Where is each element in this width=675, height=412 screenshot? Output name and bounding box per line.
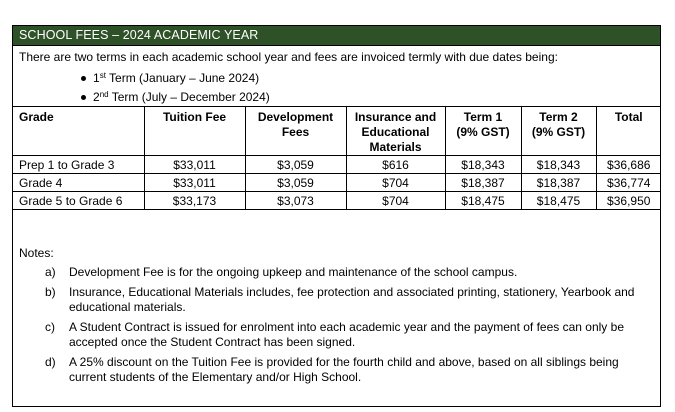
table-header-row <box>13 107 661 156</box>
intro-text: There are two terms in each academic school year and fees are invoiced termly with due dates being: <box>19 50 558 64</box>
grade-cell: Prep 1 to Grade 3 <box>13 156 144 174</box>
header-term-2: Term 2 (9% GST) <box>521 107 596 156</box>
header-term-1: Term 1 (9% GST) <box>445 107 521 156</box>
term-2-bullet <box>93 90 270 104</box>
header-insurance-materials: Insurance and Educational Materials <box>346 107 445 156</box>
header-tuition-fee: Tuition Fee <box>144 107 245 156</box>
tuition-fee-cell: $33,011 <box>144 174 245 192</box>
note-text: Development Fee is for the ongoing upkeep and maintenance of the school campus. <box>69 265 518 279</box>
note-text: A 25% discount on the Tuition Fee is provided for the fourth child and above, based on all siblings being current students of the Elementary and/or High School. <box>69 355 619 384</box>
term-1-number: 1 <box>93 71 100 85</box>
notes-heading: Notes: <box>19 246 54 260</box>
total-cell: $36,950 <box>596 192 661 210</box>
note-text: Insurance, Educational Materials includes, fee protection and associated printing, stationery, Yearbook and educational materials. <box>69 285 635 314</box>
note-label: b) <box>45 285 56 299</box>
total-cell: $36,774 <box>596 174 661 192</box>
term-2-number: 2 <box>93 90 100 104</box>
insurance-cell: $704 <box>346 192 445 210</box>
bullet-icon <box>81 95 86 100</box>
term-1-cell: $18,387 <box>445 174 521 192</box>
table-row <box>13 174 661 192</box>
header-development-fees: Development Fees <box>245 107 346 156</box>
term-2-cell: $18,475 <box>521 192 596 210</box>
table-row <box>13 192 661 210</box>
development-fee-cell: $3,059 <box>245 174 346 192</box>
tuition-fee-cell: $33,011 <box>144 156 245 174</box>
insurance-cell: $616 <box>346 156 445 174</box>
table-row <box>13 156 661 174</box>
header-grade: Grade <box>13 107 144 156</box>
term-2-text: Term (July – December 2024) <box>108 90 270 104</box>
term-2-cell: $18,343 <box>521 156 596 174</box>
development-fee-cell: $3,073 <box>245 192 346 210</box>
term-1-cell: $18,475 <box>445 192 521 210</box>
total-cell: $36,686 <box>596 156 661 174</box>
grade-cell: Grade 4 <box>13 174 144 192</box>
term-1-suffix: st <box>99 71 106 80</box>
note-label: a) <box>45 265 56 279</box>
grade-cell: Grade 5 to Grade 6 <box>13 192 144 210</box>
term-2-cell: $18,387 <box>521 174 596 192</box>
bullet-icon <box>81 76 86 81</box>
fees-table <box>13 106 661 210</box>
note-label: d) <box>45 355 56 369</box>
fees-document <box>12 25 661 407</box>
term-1-bullet <box>93 71 259 85</box>
header-total: Total <box>596 107 661 156</box>
insurance-cell: $704 <box>346 174 445 192</box>
term-1-cell: $18,343 <box>445 156 521 174</box>
term-2-suffix: nd <box>99 90 109 99</box>
development-fee-cell: $3,059 <box>245 156 346 174</box>
document-title: SCHOOL FEES – 2024 ACADEMIC YEAR <box>13 26 660 46</box>
note-label: c) <box>45 320 55 334</box>
note-text: A Student Contract is issued for enrolment into each academic year and the payment of fees can only be accepted once the Student Contract has been signed. <box>69 320 624 349</box>
tuition-fee-cell: $33,173 <box>144 192 245 210</box>
term-1-text: Term (January – June 2024) <box>105 71 260 85</box>
